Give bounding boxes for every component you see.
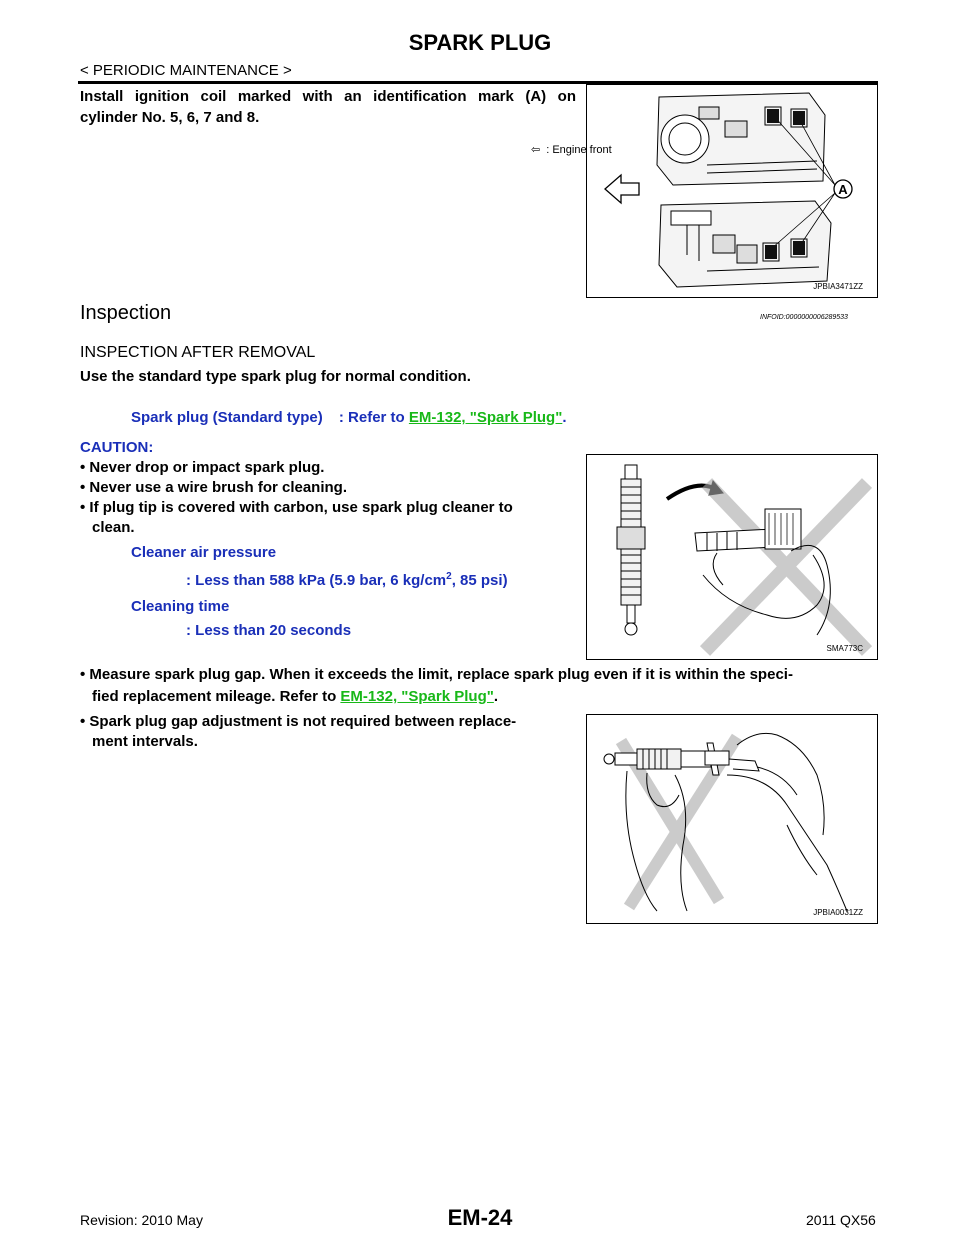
gap-item-2-cont: ment intervals. [92,733,198,750]
vehicle-model: 2011 QX56 [806,1212,876,1228]
section-title: Inspection [80,302,172,324]
gap-measurement-illustration [587,715,877,923]
figure-gap-measurement [586,714,878,924]
caution-item-2: • Never use a wire brush for cleaning. [80,479,348,496]
cleaner-pressure-value: : Less than 588 kPa (5.9 bar, 6 $kg/cm^2$, 85 psi) [186,571,508,589]
cleaner-pressure-label: Cleaner air pressure [131,544,277,561]
caution-item-3-cont: clean. [92,519,135,536]
figure-ignition-coil [531,84,878,298]
spec-label: Spark plug (Standard type) [131,409,323,426]
engine-front-legend [531,143,612,156]
gap-item-1: • Measure spark plug gap. When it exceeds the limit, replace spark plug even if it is within the speci- [80,666,793,683]
figure-code: JPBIA0031ZZ [813,908,863,917]
gap-link[interactable]: EM-132, "Spark Plug" [340,688,494,705]
cleaning-time-label: Cleaning time [131,598,230,615]
info-id: INFOID:0000000006289533 [760,314,848,321]
arrow-left-icon: ⇦ [531,144,541,156]
revision-date: Revision: 2010 May [80,1212,203,1228]
figure-spark-plug-cleaning [586,454,878,660]
spec-end: . [562,409,567,426]
caution-item-1: • Never drop or impact spark plug. [80,459,325,476]
spark-plug-spec [131,409,567,426]
figure-code: JPBIA3471ZZ [813,282,863,291]
spark-plug-illustration [587,455,877,659]
spec-link[interactable]: EM-132, "Spark Plug" [408,409,563,426]
spec-refer: : Refer to [338,409,405,426]
instruction-text: Use the standard type spark plug for normal condition. [80,368,471,385]
ignition-coil-illustration [587,85,877,297]
intro-line-2: cylinder No. 5, 6, 7 and 8. [80,109,260,126]
page-number: EM-24 [447,1205,513,1230]
subsection-title: INSPECTION AFTER REMOVAL [80,344,316,361]
caution-item-3: • If plug tip is covered with carbon, use spark plug cleaner to [80,499,513,516]
gap-item-2: • Spark plug gap adjustment is not required between replace- [80,713,517,730]
intro-line-1: Install ignition coil marked with an identification mark (A) on [80,88,576,105]
cleaning-time-value: : Less than 20 seconds [186,622,352,639]
engine-front-label: : Engine front [546,144,612,156]
gap-item-1-cont: fied replacement mileage. Refer to EM-132, "Spark Plug". [92,688,499,705]
callout-a: A [838,182,848,197]
breadcrumb: < PERIODIC MAINTENANCE > [80,62,292,79]
page-title: SPARK PLUG [408,30,552,55]
figure-code: SMA773C [826,644,863,653]
caution-title: CAUTION: [80,439,154,456]
